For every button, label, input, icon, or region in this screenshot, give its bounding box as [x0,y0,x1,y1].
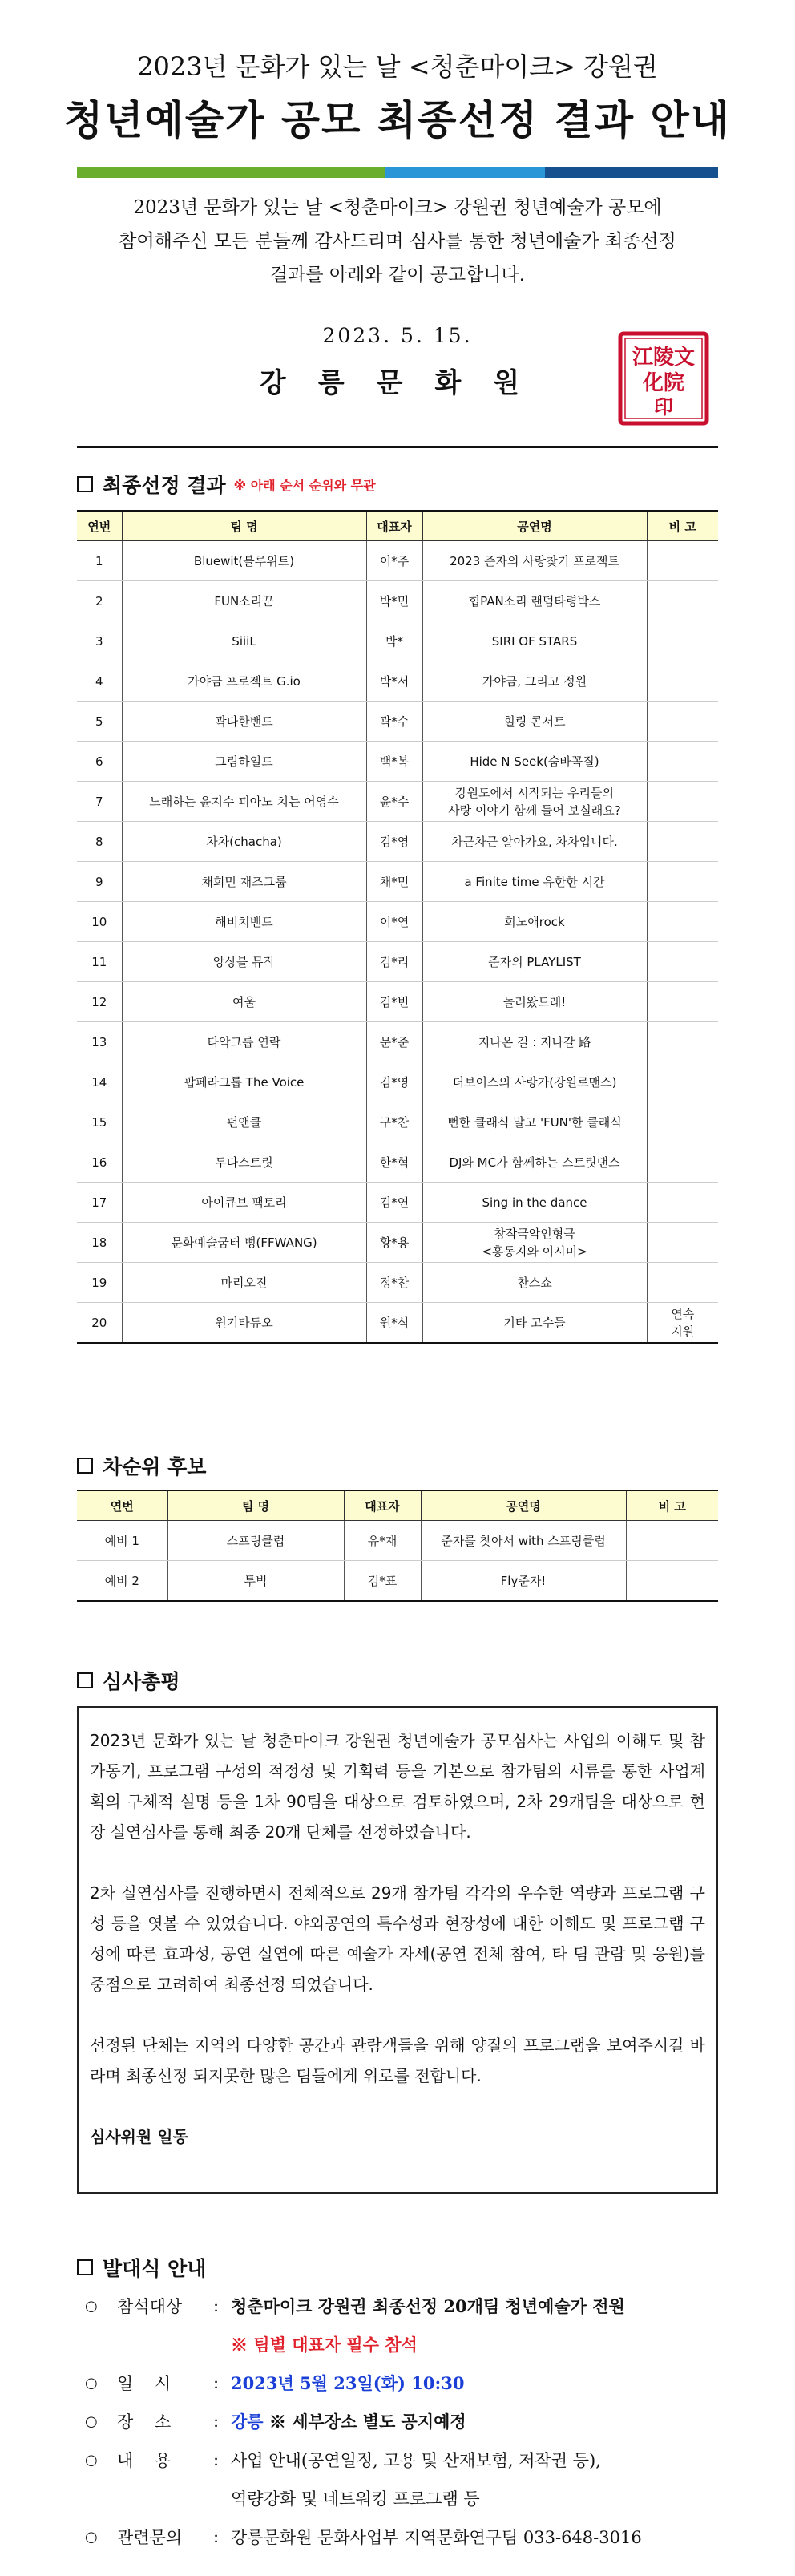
table-cell: 원*식 [366,1303,422,1344]
table-cell [626,1521,718,1561]
table-cell [647,702,718,742]
table-cell: 타악그룹 연락 [122,1022,366,1062]
table-cell: FUN소리꾼 [122,581,366,621]
table-cell: 15 [77,1102,122,1142]
final-results-table [77,510,718,1344]
table-cell: 가야금, 그리고 정원 [422,661,647,702]
table-cell: Fly준자! [421,1561,626,1602]
table-cell: 이*주 [366,541,422,581]
table-cell: 김*표 [344,1561,421,1602]
table-cell: 해비치밴드 [122,902,366,942]
reserve-header-row [77,1490,718,1521]
event-item-datetime: ○ 일 시 : 2023년 5월 23일(화) 10:30 [85,2364,718,2402]
event-item-label: 관련문의 [117,2528,183,2547]
table-cell [647,742,718,782]
event-item-attendees: ○ 참석대상 : 청춘마이크 강원권 최종선정 20개팀 청년예술가 전원 [85,2287,718,2325]
review-paragraph: 2차 실연심사를 진행하면서 전체적으로 29개 참가팀 각각의 우수한 역량과 프로그램 구성 등을 엿볼 수 있었습니다. 야외공연의 특수성과 현장성에 대한 이해도 및 프로그램 구성에 따른 효과성, 공연 실연에 따른 예술가 자세(공연 전체 참여, 타 팀 관람 및 응원)를 중점으로 고려하여 최종선정 되었습니다. [90,1883,705,1994]
table-cell: 문*준 [366,1022,422,1062]
table-cell: 백*복 [366,742,422,782]
square-bullet-icon [77,2259,93,2275]
event-info-list [85,2287,718,2556]
table-cell: 지나온 길 : 지나갈 路 [422,1022,647,1062]
event-item-place: ○ 장 소 : 강릉 ※ 세부장소 별도 공지예정 [85,2402,718,2441]
table-cell: 여울 [122,982,366,1022]
page-title: 청년예술가 공모 최종선정 결과 안내 [63,96,732,144]
table-cell: 3 [77,621,122,661]
review-signature: 심사위원 일동 [90,2127,188,2146]
review-heading: 심사총평 [103,1670,180,1693]
reserve-section-heading [77,1451,206,1480]
table-cell: 가야금 프로젝트 G.io [122,661,366,702]
table-cell: 황*용 [366,1223,422,1263]
color-bar-navy [545,167,718,178]
table-row [77,902,718,942]
event-place-note: ※ 세부장소 별도 공지예정 [268,2412,466,2432]
table-row [77,1223,718,1263]
table-cell [647,982,718,1022]
column-header: 공연명 [421,1490,626,1521]
table-cell: a Finite time 유한한 시간 [422,862,647,902]
table-cell: 박*서 [366,661,422,702]
circle-bullet-icon: ○ [85,2451,98,2469]
table-row [77,702,718,742]
table-cell: 김*리 [366,942,422,982]
table-cell: 12 [77,982,122,1022]
table-cell: 힙PAN소리 랜덤타령박스 [422,581,647,621]
event-item-value-cont: 역량강화 및 네트워킹 프로그램 등 [231,2489,480,2509]
header-divider [77,446,718,448]
table-cell: 정*찬 [366,1263,422,1303]
subtitle: 2023년 문화가 있는 날 <청춘마이크> 강원권 [137,51,658,82]
table-cell: 4 [77,661,122,702]
review-paragraph: 2023년 문화가 있는 날 청춘마이크 강원권 청년예술가 공모심사는 사업의 이해도 및 참가동기, 프로그램 구성의 적정성 및 기획력 등을 기본으로 참가팀의 서류를 통한 사업계획의 구체적 설명 등을 1차 90팀을 대상으로 검토하였으며, 2차 29개팀을 대상으로 현장 실연심사를 통해 최종 20개 단체를 선정하였습니다. [90,1731,705,1842]
table-cell: 13 [77,1022,122,1062]
table-cell: 윤*수 [366,782,422,822]
event-item-label: 내 용 [117,2451,172,2470]
column-header: 연번 [77,1490,167,1521]
table-cell: 김*연 [366,1183,422,1223]
review-paragraph: 선정된 단체는 지역의 다양한 공간과 관람객들을 위해 양질의 프로그램을 보여주시길 바라며 최종선정 되지못한 많은 팀들에게 위로를 전합니다. [90,2036,705,2085]
event-item-content-cont [85,2479,718,2517]
table-cell: 18 [77,1223,122,1263]
table-cell [647,661,718,702]
table-cell [647,1022,718,1062]
circle-bullet-icon: ○ [85,2412,98,2430]
table-cell: 준자의 PLAYLIST [422,942,647,982]
table-cell: 연속 지원 [647,1303,718,1344]
table-cell [647,581,718,621]
table-row [77,1183,718,1223]
table-cell: 예비 2 [77,1561,167,1602]
table-row [77,621,718,661]
table-cell [647,1183,718,1223]
table-cell: DJ와 MC가 함께하는 스트릿댄스 [422,1142,647,1183]
organization-name: 강릉문화원 [259,367,552,399]
event-item-label: 장 소 [117,2412,172,2432]
table-cell: 김*빈 [366,982,422,1022]
table-cell [647,1263,718,1303]
column-header: 대표자 [344,1490,421,1521]
svg-text:江陵文: 江陵文 [632,346,696,370]
table-cell: 희노애rock [422,902,647,942]
table-row [77,742,718,782]
table-row [77,862,718,902]
circle-bullet-icon: ○ [85,2528,98,2546]
table-cell [647,822,718,862]
table-cell [647,621,718,661]
event-item-label: 참석대상 [117,2297,183,2316]
square-bullet-icon [77,1672,93,1688]
table-cell: 11 [77,942,122,982]
table-cell: 채희민 재즈그룹 [122,862,366,902]
square-bullet-icon [77,476,93,492]
table-cell: 팝페라그룹 The Voice [122,1062,366,1102]
column-header: 비 고 [626,1490,718,1521]
event-item-value: 사업 안내(공연일정, 고용 및 산재보험, 저작권 등), [231,2451,601,2470]
table-cell: 노래하는 윤지수 피아노 치는 어영수 [122,782,366,822]
table-row [77,782,718,822]
table-cell: 창작국악인형극 <홍동지와 이시미> [422,1223,647,1263]
final-header-row [77,511,718,541]
table-cell [647,862,718,902]
table-cell: 이*연 [366,902,422,942]
table-cell: 박* [366,621,422,661]
intro-text [77,191,718,292]
column-header: 대표자 [366,511,422,541]
table-row [77,1102,718,1142]
table-cell: 2023 준자의 사랑찾기 프로젝트 [422,541,647,581]
table-cell: 김*영 [366,822,422,862]
table-cell: Hide N Seek(숨바꼭질) [422,742,647,782]
table-cell [647,902,718,942]
table-cell: 5 [77,702,122,742]
table-cell [647,782,718,822]
table-row [77,1303,718,1344]
table-cell: 더보이스의 사랑가(강원로맨스) [422,1062,647,1102]
circle-bullet-icon: ○ [85,2374,98,2392]
intro-line: 2023년 문화가 있는 날 <청춘마이크> 강원권 청년예술가 공모에 [133,197,662,218]
square-bullet-icon [77,1458,93,1474]
event-section-heading [77,2253,206,2282]
table-row [77,982,718,1022]
review-section-heading [77,1666,180,1695]
table-cell: 찬스쇼 [422,1263,647,1303]
table-row [77,1561,718,1602]
table-row [77,1022,718,1062]
column-header: 연번 [77,511,122,541]
table-cell: 뻔한 클래식 말고 'FUN'한 클래식 [422,1102,647,1142]
intro-line: 결과를 아래와 같이 공고합니다. [269,265,526,285]
table-cell: 김*영 [366,1062,422,1102]
event-item-value: 청춘마이크 강원권 최종선정 20개팀 청년예술가 전원 [231,2296,625,2316]
table-cell [647,541,718,581]
table-row [77,822,718,862]
column-header: 공연명 [422,511,647,541]
official-seal-icon [615,329,712,428]
table-row [77,942,718,982]
table-cell: 강원도에서 시작되는 우리들의 사랑 이야기 함께 들어 보실래요? [422,782,647,822]
table-cell: 펀앤클 [122,1102,366,1142]
table-row [77,1521,718,1561]
table-cell: 10 [77,902,122,942]
intro-line: 참여해주신 모든 분들께 감사드리며 심사를 통한 청년예술가 최종선정 [119,231,676,252]
table-cell: 20 [77,1303,122,1344]
svg-text:印: 印 [654,395,673,419]
final-section-heading [77,470,376,499]
event-item-note: ※ 팀별 대표자 필수 참석 [231,2335,418,2355]
color-bar [77,167,718,178]
review-box [77,1706,718,2194]
event-item-contact: ○ 관련문의 : 강릉문화원 문화사업부 지역문화연구팀 033-648-3016 [85,2517,718,2556]
table-cell: Bluewit(블루위트) [122,541,366,581]
column-header: 팀 명 [122,511,366,541]
table-cell: 박*민 [366,581,422,621]
table-cell: 두다스트릿 [122,1142,366,1183]
color-bar-green [77,167,385,178]
table-cell: 아이큐브 팩토리 [122,1183,366,1223]
table-cell [647,1142,718,1183]
table-row [77,1142,718,1183]
table-cell: 곽다한밴드 [122,702,366,742]
table-cell [647,1062,718,1102]
table-cell: 한*혁 [366,1142,422,1183]
table-cell: 차근차근 알아가요, 차차입니다. [422,822,647,862]
table-cell [626,1561,718,1602]
table-cell: 2 [77,581,122,621]
table-cell: 힐링 콘서트 [422,702,647,742]
table-row [77,541,718,581]
color-bar-lightblue [385,167,545,178]
table-cell: 앙상블 뮤작 [122,942,366,982]
table-cell: SIRI OF STARS [422,621,647,661]
event-heading: 발대식 안내 [103,2257,207,2280]
table-cell: 6 [77,742,122,782]
table-cell: 9 [77,862,122,902]
table-cell: 16 [77,1142,122,1183]
table-cell: Sing in the dance [422,1183,647,1223]
table-cell: 17 [77,1183,122,1223]
event-item-label: 일 시 [117,2374,172,2393]
table-cell: 원기타듀오 [122,1303,366,1344]
table-row [77,1263,718,1303]
notice-date: 2023. 5. 15. [322,324,473,347]
table-cell: 7 [77,782,122,822]
table-cell [647,942,718,982]
table-cell: 준자를 찾아서 with 스프링클럽 [421,1521,626,1561]
event-place-city: 강릉 [231,2412,264,2432]
column-header: 비 고 [647,511,718,541]
column-header: 팀 명 [167,1490,344,1521]
event-item-value: 강릉문화원 문화사업부 지역문화연구팀 033-648-3016 [231,2528,642,2547]
table-cell: 곽*수 [366,702,422,742]
circle-bullet-icon: ○ [85,2297,98,2315]
table-row [77,581,718,621]
event-item-value: 2023년 5월 23일(화) 10:30 [231,2373,465,2393]
table-cell: 채*민 [366,862,422,902]
table-cell: 그림하일드 [122,742,366,782]
event-item-attendees-note [85,2325,718,2364]
table-cell: 1 [77,541,122,581]
table-cell: 마리오진 [122,1263,366,1303]
table-cell: 투빅 [167,1561,344,1602]
event-item-content: ○ 내 용 : 사업 안내(공연일정, 고용 및 산재보험, 저작권 등), [85,2441,718,2479]
table-cell: 차차(chacha) [122,822,366,862]
table-cell: 14 [77,1062,122,1102]
table-row [77,1062,718,1102]
final-note: ※ 아래 순서 순위와 무관 [233,477,376,493]
table-cell: SiiiL [122,621,366,661]
reserve-table [77,1490,718,1602]
table-cell: 문화예술굼터 뻥(FFWANG) [122,1223,366,1263]
table-cell [647,1223,718,1263]
table-cell [647,1102,718,1142]
table-cell: 스프링클럽 [167,1521,344,1561]
table-cell: 19 [77,1263,122,1303]
table-cell: 기타 고수들 [422,1303,647,1344]
table-cell: 유*재 [344,1521,421,1561]
reserve-heading: 차순위 후보 [103,1455,207,1478]
table-cell: 8 [77,822,122,862]
table-row [77,661,718,702]
table-cell: 놀러왔드래! [422,982,647,1022]
table-cell: 예비 1 [77,1521,167,1561]
final-heading: 최종선정 결과 [103,474,226,497]
table-cell: 구*찬 [366,1102,422,1142]
svg-text:化院: 化院 [642,371,685,395]
